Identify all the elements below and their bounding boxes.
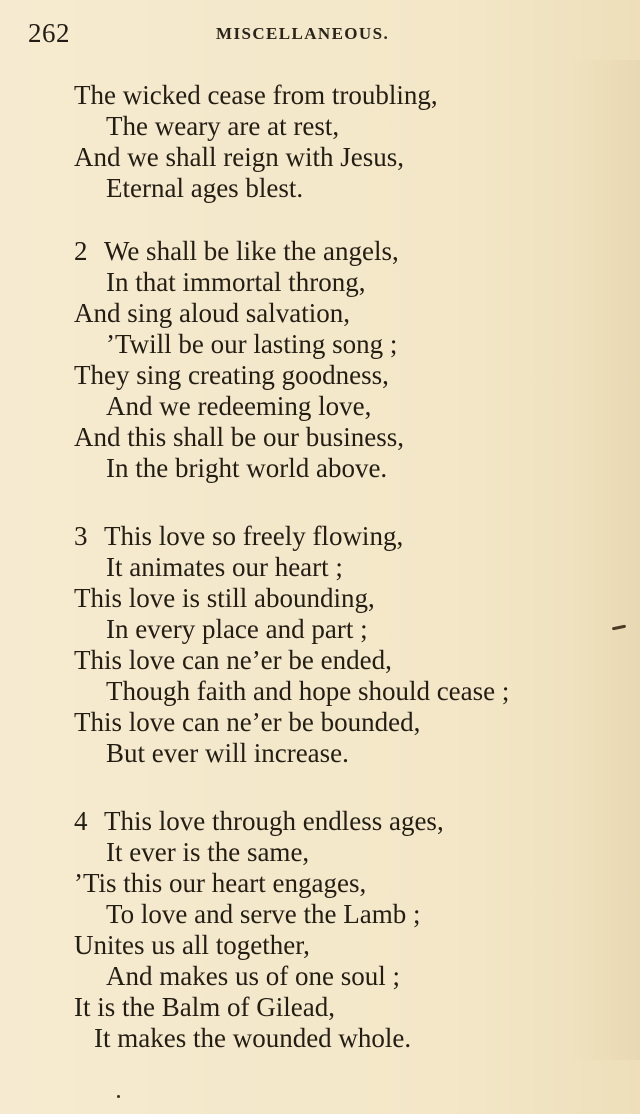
verse-line: And we shall reign with Jesus,: [74, 142, 404, 172]
verse-line: In the bright world above.: [106, 453, 388, 483]
stanza-number: 4: [74, 806, 88, 836]
verse-line: In that immortal throng,: [106, 267, 366, 297]
verse-line: They sing creating goodness,: [74, 360, 389, 390]
verse-line: This love can ne’er be bounded,: [74, 707, 421, 737]
verse-line: And we redeeming love,: [106, 391, 372, 421]
verse-line: It is the Balm of Gilead,: [74, 992, 335, 1022]
verse-line: And makes us of one soul ;: [106, 961, 400, 991]
verse-line: Though faith and hope should cease ;: [106, 676, 510, 706]
stanza-number: 2: [74, 236, 88, 266]
verse-line: It makes the wounded whole.: [94, 1023, 412, 1053]
verse-line: ’Twill be our lasting song ;: [106, 329, 398, 359]
verse-line: 2 We shall be like the angels,: [74, 236, 399, 266]
verse-line: The weary are at rest,: [106, 111, 340, 141]
verse-line: To love and serve the Lamb ;: [106, 899, 421, 929]
verse-line: It ever is the same,: [106, 837, 310, 867]
verse-line: This love can ne’er be ended,: [74, 645, 392, 675]
verse-line: ’Tis this our heart engages,: [74, 868, 367, 898]
verse-line: Unites us all together,: [74, 930, 310, 960]
verse-line: Eternal ages blest.: [106, 173, 304, 203]
stanza-number: 3: [74, 521, 88, 551]
verse-line: But ever will increase.: [106, 738, 349, 768]
verse-line: And sing aloud salvation,: [74, 298, 350, 328]
page-number: 262: [28, 18, 70, 48]
verse-line: 3 This love so freely flowing,: [74, 521, 404, 551]
running-title: MISCELLANEOUS.: [216, 24, 390, 43]
ink-speck: [117, 1095, 120, 1098]
verse-line: In every place and part ;: [106, 614, 368, 644]
verse-line: It animates our heart ;: [106, 552, 343, 582]
show-through-shadow: [570, 60, 640, 1060]
verse-line: 4 This love through endless ages,: [74, 806, 444, 836]
verse-line: This love is still abounding,: [74, 583, 375, 613]
verse-line: The wicked cease from troubling,: [74, 80, 438, 110]
verse-line: And this shall be our business,: [74, 422, 404, 452]
